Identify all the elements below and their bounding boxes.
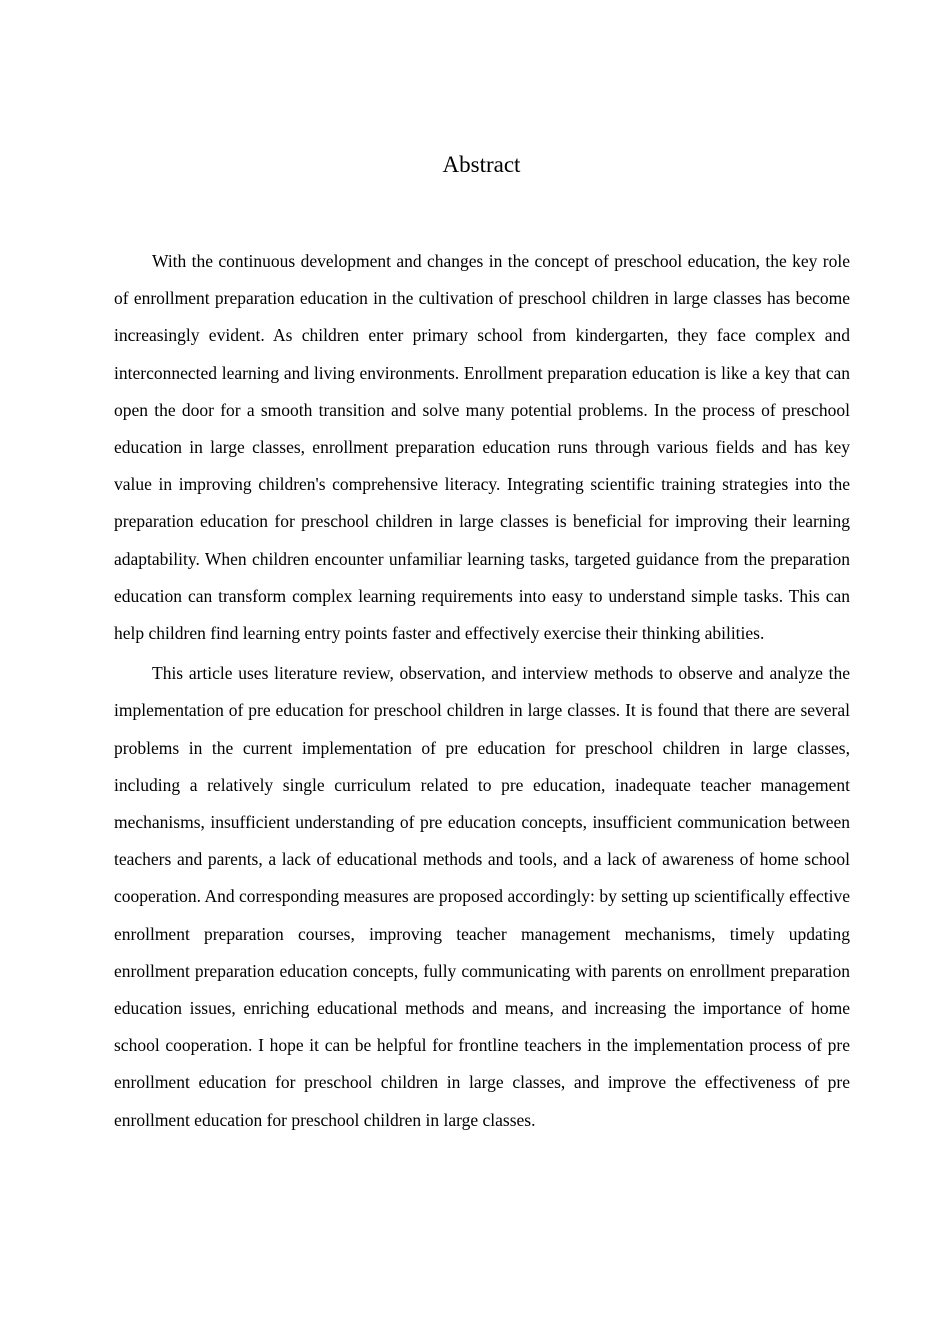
abstract-paragraph-1: With the continuous development and changes in the concept of preschool education, the key role of enrollment preparation education in the cultivation of preschool children in large classes has become increasingly evident. As children enter primary school from kindergarten, they face complex and interconnected learning and living environments. Enrollment preparation education is like a key that can open the door for a smooth transition and solve many potential problems. In the process of preschool education in large classes, enrollment preparation education runs through various fields and has key value in improving children's comprehensive literacy. Integrating scientific training strategies into the preparation education for preschool children in large classes is beneficial for improving their learning adaptability. When children encounter unfamiliar learning tasks, targeted guidance from the preparation education can transform complex learning requirements into easy to understand simple tasks. This can help children find learning entry points faster and effectively exercise their thinking abilities.: [114, 251, 850, 644]
abstract-paragraph-2: This article uses literature review, observation, and interview methods to observe and analyze the implementation of pre education for preschool children in large classes. It is found that there are several problems in the current implementation of pre education for preschool children in large classes, including a relatively single curriculum related to pre education, inadequate teacher management mechanisms, insufficient understanding of pre education concepts, insufficient communication between teachers and parents, a lack of educational methods and tools, and a lack of awareness of home school cooperation. And corresponding measures are proposed accordingly: by setting up scientifically effective enrollment preparation courses, improving teacher management mechanisms, timely updating enrollment preparation education concepts, fully communicating with parents on enrollment preparation education issues, enriching educational methods and means, and increasing the importance of home school cooperation. I hope it can be helpful for frontline teachers in the implementation process of pre enrollment education for preschool children in large classes, and improve the effectiveness of pre enrollment education for preschool children in large classes.: [114, 663, 850, 1130]
abstract-body: [114, 243, 850, 1139]
page-title: Abstract: [442, 152, 521, 177]
